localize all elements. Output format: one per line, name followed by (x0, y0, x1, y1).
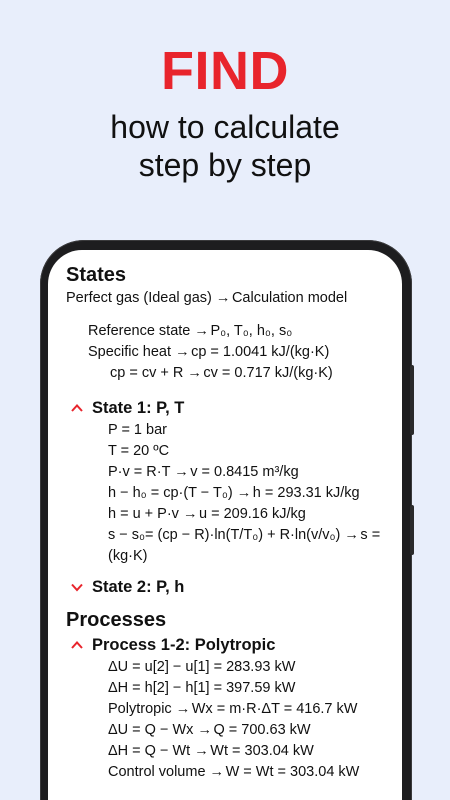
equation-right: v = 0.8415 m³/kg (190, 464, 299, 480)
equation-line (66, 678, 402, 699)
promo-subline (0, 108, 450, 184)
reference-state-line (66, 321, 402, 342)
equation-line (66, 441, 402, 462)
equation-right: Q = 700.63 kW (213, 722, 311, 738)
equation-right: u = 209.16 kJ/kg (199, 506, 306, 522)
equation-text: (kg·K) (108, 548, 148, 564)
equation-left: Control volume (108, 764, 206, 780)
equation-line (66, 699, 402, 720)
equation-line (66, 546, 402, 567)
chevron-up-icon[interactable] (70, 638, 84, 652)
equation-line (66, 762, 402, 783)
cv-value: cv = 0.717 kJ/(kg·K) (203, 365, 333, 381)
equation-line (66, 483, 402, 504)
equation-line (66, 420, 402, 441)
specific-heat-line (66, 342, 402, 363)
arrow-icon: → (344, 527, 359, 543)
reference-label: Reference state (88, 323, 191, 339)
equation-left: h − h₀ = cp·(T − T₀) (108, 485, 233, 501)
process12-title: Process 1-2: Polytropic (92, 636, 276, 654)
arrow-icon: → (174, 464, 189, 480)
cv-line (66, 363, 402, 384)
arrow-icon: → (197, 722, 212, 738)
phone-screen (48, 250, 402, 800)
arrow-icon: → (187, 365, 202, 381)
specific-heat-label: Specific heat (88, 344, 172, 360)
chevron-down-icon[interactable] (70, 580, 84, 594)
equation-text: P = 1 bar (108, 422, 167, 438)
state1-header[interactable] (66, 396, 402, 420)
states-heading: States (66, 264, 127, 286)
phone-volume-button (410, 365, 414, 435)
process12-lines (66, 657, 402, 783)
specific-heat-value: cp = 1.0041 kJ/(kg·K) (191, 344, 330, 360)
cp-relation: cp = cv + R (110, 365, 184, 381)
arrow-icon: → (215, 290, 231, 306)
equation-line (66, 720, 402, 741)
equation-right: s = (360, 527, 381, 543)
state2-header[interactable] (66, 575, 402, 599)
equation-left: s − s₀= (cp − R)·ln(T/T₀) + R·ln(v/v₀) (108, 527, 341, 543)
equation-line (66, 504, 402, 525)
promo-headline: FIND (161, 41, 289, 101)
equation-line (66, 462, 402, 483)
equation-left: h = u + P·v (108, 506, 179, 522)
equation-left: ΔU = Q − Wx (108, 722, 194, 738)
equation-text: ΔH = h[2] − h[1] = 397.59 kW (108, 680, 296, 696)
equation-right: h = 293.31 kJ/kg (252, 485, 360, 501)
equation-right: Wx = m·R·ΔT = 416.7 kW (191, 701, 358, 717)
arrow-icon: → (175, 701, 191, 717)
arrow-icon: → (194, 743, 209, 759)
promo-subline-2: step by step (138, 147, 312, 183)
arrow-icon: → (182, 506, 198, 522)
arrow-icon: → (175, 344, 190, 360)
equation-right: W = Wt = 303.04 kW (225, 764, 360, 780)
equation-line (66, 525, 402, 546)
phone-power-button (410, 505, 414, 555)
equation-left: ΔH = Q − Wt (108, 743, 191, 759)
process12-header[interactable] (66, 633, 402, 657)
arrow-icon: → (236, 485, 252, 501)
model-line (66, 288, 402, 309)
processes-heading: Processes (66, 609, 167, 631)
state2-title: State 2: P, h (92, 578, 185, 596)
state1-lines (66, 420, 402, 567)
chevron-up-icon[interactable] (70, 401, 84, 415)
equation-line (66, 741, 402, 762)
equation-text: T = 20 ºC (108, 443, 170, 459)
equation-text: ΔU = u[2] − u[1] = 283.93 kW (108, 659, 296, 675)
promo-subline-1: how to calculate (110, 109, 340, 145)
model-line-left: Perfect gas (Ideal gas) (66, 290, 212, 306)
arrow-icon: → (209, 764, 225, 780)
equation-left: P·v = R·T (108, 464, 171, 480)
model-line-right: Calculation model (231, 290, 348, 306)
arrow-icon: → (194, 323, 209, 339)
calculation-content (66, 262, 402, 783)
reference-value: P₀, T₀, h₀, s₀ (210, 323, 293, 339)
equation-left: Polytropic (108, 701, 172, 717)
state1-title: State 1: P, T (92, 399, 185, 417)
equation-right: Wt = 303.04 kW (210, 743, 314, 759)
equation-line (66, 657, 402, 678)
